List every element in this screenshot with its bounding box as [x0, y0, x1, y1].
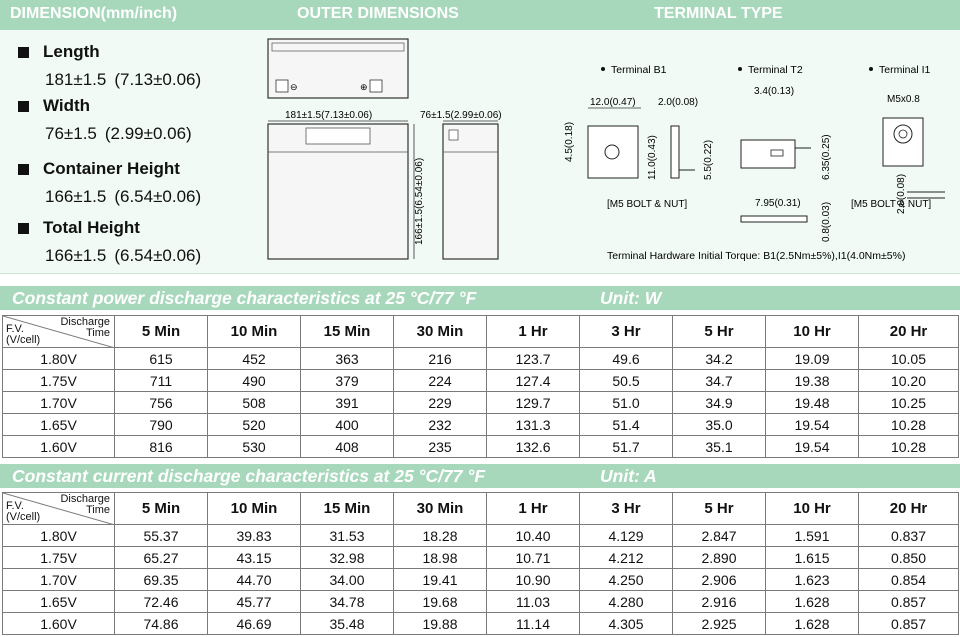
fv-cell: 1.75V [3, 547, 115, 569]
table-cell: 4.305 [580, 613, 673, 635]
bullet-square-icon [18, 223, 29, 234]
power-table-corner-cell [3, 316, 115, 348]
current-table-corner-cell [3, 493, 115, 525]
table-cell: 19.68 [394, 591, 487, 613]
bullet-dot-icon [601, 67, 605, 71]
terminal-b1-thickness: 2.0(0.08) [658, 97, 699, 108]
bullet-square-icon [18, 47, 29, 58]
table-cell: 0.857 [859, 613, 959, 635]
table-cell: 50.5 [580, 370, 673, 392]
column-header: 30 Min [394, 493, 487, 525]
column-header: 1 Hr [487, 493, 580, 525]
table-cell: 46.69 [208, 613, 301, 635]
table-cell: 235 [394, 436, 487, 458]
column-header: 15 Min [301, 493, 394, 525]
table-cell: 391 [301, 392, 394, 414]
battery-top-view [268, 39, 408, 98]
current-table-title: Constant current discharge characteristics at 25 °C/77 °F [12, 466, 486, 486]
fv-cell: 1.75V [3, 370, 115, 392]
table-cell: 615 [115, 348, 208, 370]
power-table-title: Constant power discharge characteristics at 25 °C/77 °F [12, 288, 477, 308]
table-cell: 0.850 [859, 547, 959, 569]
dimension-mm-value: 181±1.5 [45, 70, 107, 89]
table-row [3, 591, 959, 613]
dimension-container-height [18, 159, 201, 207]
table-cell: 51.0 [580, 392, 673, 414]
table-cell: 10.28 [859, 414, 959, 436]
table-cell: 10.20 [859, 370, 959, 392]
dimension-inch-value: (2.99±0.06) [104, 124, 192, 143]
outer-dimensions-header-label: OUTER DIMENSIONS [297, 5, 459, 22]
front-width-label: 181±1.5(7.13±0.06) [285, 110, 373, 121]
terminal-b1-height-1: 4.5(0.18) [564, 121, 575, 162]
minus-sign: ⊖ [290, 82, 298, 92]
dimension-inch-value: (7.13±0.06) [114, 70, 202, 89]
terminal-i1-bolt: M5x0.8 [887, 94, 920, 105]
terminal-t2-title: Terminal T2 [748, 64, 803, 76]
terminal-b1-height-3: 5.5(0.22) [703, 139, 714, 180]
negative-terminal-icon [276, 80, 288, 92]
table-row [3, 392, 959, 414]
table-cell: 232 [394, 414, 487, 436]
table-cell: 39.83 [208, 525, 301, 547]
dimensions-panel [0, 30, 960, 274]
table-cell: 490 [208, 370, 301, 392]
table-cell: 11.03 [487, 591, 580, 613]
table-cell: 1.591 [766, 525, 859, 547]
terminal-t2-thickness: 0.8(0.03) [821, 201, 832, 242]
dimension-length [18, 42, 201, 90]
table-cell: 2.925 [673, 613, 766, 635]
bullet-dot-icon [738, 67, 742, 71]
table-cell: 1.615 [766, 547, 859, 569]
column-header: 15 Min [301, 316, 394, 348]
table-cell: 1.628 [766, 613, 859, 635]
table-row [3, 613, 959, 635]
column-header: 10 Hr [766, 493, 859, 525]
table-row [3, 370, 959, 392]
terminal-t2-top: 3.4(0.13) [754, 86, 795, 97]
table-cell: 31.53 [301, 525, 394, 547]
table-cell: 452 [208, 348, 301, 370]
table-cell: 35.0 [673, 414, 766, 436]
power-discharge-table [2, 315, 959, 458]
corner-time-label: Time [85, 504, 110, 516]
corner-time-label: Time [85, 327, 110, 339]
table-cell: 19.09 [766, 348, 859, 370]
table-cell: 408 [301, 436, 394, 458]
table-cell: 508 [208, 392, 301, 414]
table-cell: 400 [301, 414, 394, 436]
table-cell: 10.25 [859, 392, 959, 414]
column-header: 5 Min [115, 316, 208, 348]
table-cell: 123.7 [487, 348, 580, 370]
height-label: 166±1.5(6.54±0.06) [414, 157, 425, 245]
terminal-t2-blade [741, 216, 807, 222]
bullet-square-icon [18, 101, 29, 112]
terminal-t2-body [741, 140, 795, 168]
terminal-b1-bolt-hole [605, 145, 619, 159]
table-cell: 43.15 [208, 547, 301, 569]
table-cell: 19.38 [766, 370, 859, 392]
table-cell: 35.48 [301, 613, 394, 635]
table-cell: 44.70 [208, 569, 301, 591]
terminal-i1-bolt-center [899, 130, 907, 138]
dimension-mm-value: 166±1.5 [45, 187, 107, 206]
table-row [3, 436, 959, 458]
table-cell: 4.212 [580, 547, 673, 569]
table-cell: 18.28 [394, 525, 487, 547]
table-cell: 224 [394, 370, 487, 392]
column-header: 1 Hr [487, 316, 580, 348]
current-table-unit: Unit: A [600, 466, 657, 486]
table-cell: 363 [301, 348, 394, 370]
column-header: 20 Hr [859, 493, 959, 525]
outer-dimensions-drawing [258, 30, 538, 270]
table-cell: 10.05 [859, 348, 959, 370]
terminal-t2-height: 6.35(0.25) [821, 134, 832, 180]
terminal-i1-height: 2.0(0.08) [896, 173, 907, 214]
table-cell: 756 [115, 392, 208, 414]
table-cell: 132.6 [487, 436, 580, 458]
column-header: 10 Min [208, 316, 301, 348]
table-cell: 2.847 [673, 525, 766, 547]
table-cell: 69.35 [115, 569, 208, 591]
fv-cell: 1.65V [3, 414, 115, 436]
column-header: 10 Hr [766, 316, 859, 348]
table-cell: 19.88 [394, 613, 487, 635]
table-cell: 34.7 [673, 370, 766, 392]
fv-cell: 1.80V [3, 525, 115, 547]
table-cell: 34.2 [673, 348, 766, 370]
table-cell: 72.46 [115, 591, 208, 613]
table-cell: 0.857 [859, 591, 959, 613]
current-table-header-row [3, 493, 959, 525]
fv-cell: 1.80V [3, 348, 115, 370]
dimension-header-label: DIMENSION(mm/inch) [10, 5, 178, 22]
table-cell: 2.916 [673, 591, 766, 613]
table-cell: 711 [115, 370, 208, 392]
table-cell: 10.90 [487, 569, 580, 591]
current-discharge-table [2, 492, 959, 635]
table-cell: 4.280 [580, 591, 673, 613]
table-row [3, 547, 959, 569]
table-cell: 65.27 [115, 547, 208, 569]
table-cell: 216 [394, 348, 487, 370]
side-view-terminal [449, 130, 458, 140]
positive-terminal-icon [370, 80, 382, 92]
table-row [3, 348, 959, 370]
power-table-header-row [3, 316, 959, 348]
table-row [3, 525, 959, 547]
fv-cell: 1.60V [3, 613, 115, 635]
table-cell: 131.3 [487, 414, 580, 436]
fv-cell: 1.70V [3, 392, 115, 414]
table-cell: 34.9 [673, 392, 766, 414]
bullet-square-icon [18, 164, 29, 175]
column-header: 5 Min [115, 493, 208, 525]
terminal-b1-side [671, 126, 679, 178]
table-cell: 2.890 [673, 547, 766, 569]
table-cell: 45.77 [208, 591, 301, 613]
table-cell: 19.48 [766, 392, 859, 414]
corner-vcell-label: (V/cell) [6, 334, 41, 346]
table-cell: 51.7 [580, 436, 673, 458]
terminal-i1-note: [M5 BOLT & NUT] [851, 199, 932, 210]
dimension-mm-value: 76±1.5 [45, 124, 97, 143]
dimension-name: Container Height [43, 159, 180, 178]
front-view-handle [306, 128, 370, 144]
table-row [3, 569, 959, 591]
dimension-name: Length [43, 42, 100, 61]
table-cell: 816 [115, 436, 208, 458]
power-table-band [0, 286, 960, 310]
table-cell: 51.4 [580, 414, 673, 436]
fv-cell: 1.65V [3, 591, 115, 613]
table-cell: 520 [208, 414, 301, 436]
column-header: 5 Hr [673, 493, 766, 525]
table-cell: 34.78 [301, 591, 394, 613]
terminal-type-header-label: TERMINAL TYPE [654, 5, 783, 22]
table-cell: 379 [301, 370, 394, 392]
dimension-header-bar [0, 0, 960, 30]
corner-vcell-label: (V/cell) [6, 511, 41, 523]
column-header: 3 Hr [580, 316, 673, 348]
table-cell: 19.54 [766, 436, 859, 458]
dimension-name: Total Height [43, 218, 140, 237]
corner-discharge-label: Discharge [60, 493, 110, 505]
terminal-torque-note: Terminal Hardware Initial Torque: B1(2.5Nm±5%),I1(4.0Nm±5%) [607, 250, 906, 262]
table-cell: 0.837 [859, 525, 959, 547]
terminal-b1-note: [M5 BOLT & NUT] [607, 199, 688, 210]
table-cell: 2.906 [673, 569, 766, 591]
table-cell: 19.54 [766, 414, 859, 436]
table-cell: 0.854 [859, 569, 959, 591]
terminal-b1-title: Terminal B1 [611, 64, 667, 76]
terminal-t2-width: 7.95(0.31) [755, 198, 801, 209]
corner-fv-label: F.V. [6, 323, 24, 335]
corner-discharge-label: Discharge [60, 316, 110, 328]
column-header: 3 Hr [580, 493, 673, 525]
table-cell: 35.1 [673, 436, 766, 458]
dimension-total-height [18, 218, 201, 266]
dimension-inch-value: (6.54±0.06) [114, 187, 202, 206]
table-cell: 74.86 [115, 613, 208, 635]
column-header: 10 Min [208, 493, 301, 525]
power-table-unit: Unit: W [600, 288, 662, 308]
table-cell: 790 [115, 414, 208, 436]
table-cell: 55.37 [115, 525, 208, 547]
table-cell: 18.98 [394, 547, 487, 569]
battery-side-view [443, 124, 498, 259]
column-header: 5 Hr [673, 316, 766, 348]
dimension-inch-value: (6.54±0.06) [114, 246, 202, 265]
side-width-label: 76±1.5(2.99±0.06) [420, 110, 502, 121]
plus-sign: ⊕ [360, 82, 368, 92]
terminal-i1-title: Terminal I1 [879, 64, 931, 76]
table-cell: 34.00 [301, 569, 394, 591]
table-cell: 32.98 [301, 547, 394, 569]
table-cell: 10.40 [487, 525, 580, 547]
table-cell: 4.250 [580, 569, 673, 591]
table-cell: 229 [394, 392, 487, 414]
table-cell: 19.41 [394, 569, 487, 591]
terminal-b1-height-2: 11.0(0.43) [647, 135, 658, 180]
bullet-dot-icon [869, 67, 873, 71]
dimension-name: Width [43, 96, 91, 115]
fv-cell: 1.60V [3, 436, 115, 458]
table-cell: 127.4 [487, 370, 580, 392]
terminal-b1-width: 12.0(0.47) [590, 97, 636, 108]
table-cell: 10.71 [487, 547, 580, 569]
fv-cell: 1.70V [3, 569, 115, 591]
table-cell: 129.7 [487, 392, 580, 414]
table-cell: 530 [208, 436, 301, 458]
table-cell: 1.623 [766, 569, 859, 591]
table-cell: 11.14 [487, 613, 580, 635]
table-row [3, 414, 959, 436]
terminal-type-drawing [555, 30, 955, 270]
current-table-band [0, 464, 960, 488]
column-header: 30 Min [394, 316, 487, 348]
column-header: 20 Hr [859, 316, 959, 348]
table-cell: 10.28 [859, 436, 959, 458]
table-cell: 1.628 [766, 591, 859, 613]
corner-fv-label: F.V. [6, 500, 24, 512]
dimension-mm-value: 166±1.5 [45, 246, 107, 265]
table-cell: 49.6 [580, 348, 673, 370]
dimension-width [18, 96, 192, 144]
terminal-t2-slot [771, 150, 783, 156]
table-cell: 4.129 [580, 525, 673, 547]
